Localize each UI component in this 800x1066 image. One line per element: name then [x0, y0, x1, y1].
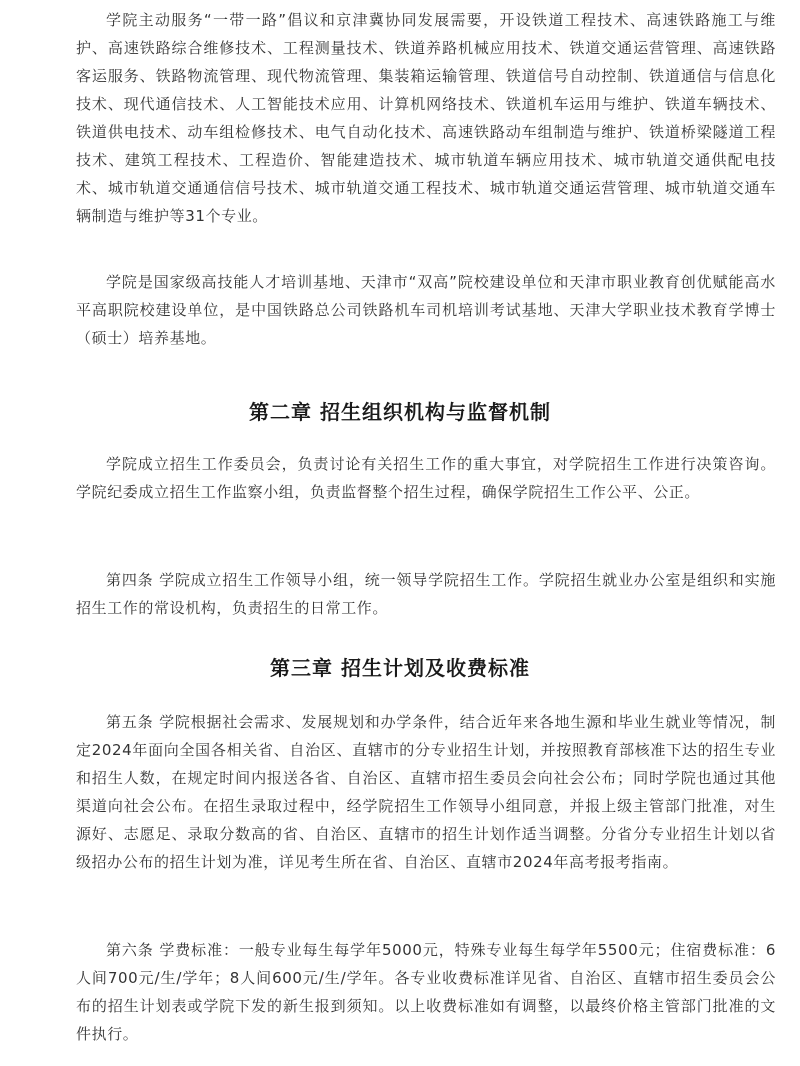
paragraph-article-5: 第五条 学院根据社会需求、发展规划和办学条件，结合近年来各地生源和毕业生就业等情况，制定2024年面向全国各相关省、自治区、直辖市的分专业招生计划，并按照教育部核准下达的招生专业和招生人数，在规定时间内报送各省、自治区、直辖市招生委员会向社会公布；同时学院也通过其他渠道向社会公布。在招生录取过程中，经学院招生工作领导小组同意，并报上级主管部门批准，对生源好、志愿足、录取分数高的省、自治区、直辖市的招生计划作适当调整。分省分专业招生计划以省级招办公布的招生计划为准，详见考生所在省、自治区、直辖市2024年高考报考指南。 [76, 713, 776, 871]
paragraph-enrollment-committee: 学院成立招生工作委员会，负责讨论有关招生工作的重大事宜，对学院招生工作进行决策咨询。学院纪委成立招生工作监察小组，负责监督整个招生过程，确保学院招生工作公平、公正。 [76, 455, 776, 501]
chapter-2-title: 第二章 招生组织机构与监督机制 [249, 400, 551, 424]
paragraph-majors: 学院主动服务“一带一路”倡议和京津冀协同发展需要，开设铁道工程技术、高速铁路施工与维护、高速铁路综合维修技术、工程测量技术、铁道养路机械应用技术、铁道交通运营管理、高速铁路客运服务、铁路物流管理、现代物流管理、集装箱运输管理、铁道信号自动控制、铁道通信与信息化技术、现代通信技术、人工智能技术应用、计算机网络技术、铁道机车运用与维护、铁道车辆技术、铁道供电技术、动车组检修技术、电气自动化技术、高速铁路动车组制造与维护、铁道桥梁隧道工程技术、建筑工程技术、工程造价、智能建造技术、城市轨道车辆应用技术、城市轨道交通供配电技术、城市轨道交通通信信号技术、城市轨道交通工程技术、城市轨道交通运营管理、城市轨道交通车辆制造与维护等31个专业。 [76, 11, 776, 225]
chapter-3-title: 第三章 招生计划及收费标准 [270, 656, 530, 680]
paragraph-college-status: 学院是国家级高技能人才培训基地、天津市“双高”院校建设单位和天津市职业教育创优赋能高水平高职院校建设单位，是中国铁路总公司铁路机车司机培训考试基地、天津大学职业技术教育学博士（硕士）培养基地。 [76, 273, 776, 347]
paragraph-article-6: 第六条 学费标准：一般专业每生每学年5000元，特殊专业每生每学年5500元；住宿费标准：6人间700元/生/学年；8人间600元/生/学年。各专业收费标准详见省、自治区、直辖市招生委员会公布的招生计划表或学院下发的新生报到须知。以上收费标准如有调整，以最终价格主管部门批准的文件执行。 [76, 941, 776, 1043]
paragraph-article-4: 第四条 学院成立招生工作领导小组，统一领导学院招生工作。学院招生就业办公室是组织和实施招生工作的常设机构，负责招生的日常工作。 [76, 571, 776, 617]
